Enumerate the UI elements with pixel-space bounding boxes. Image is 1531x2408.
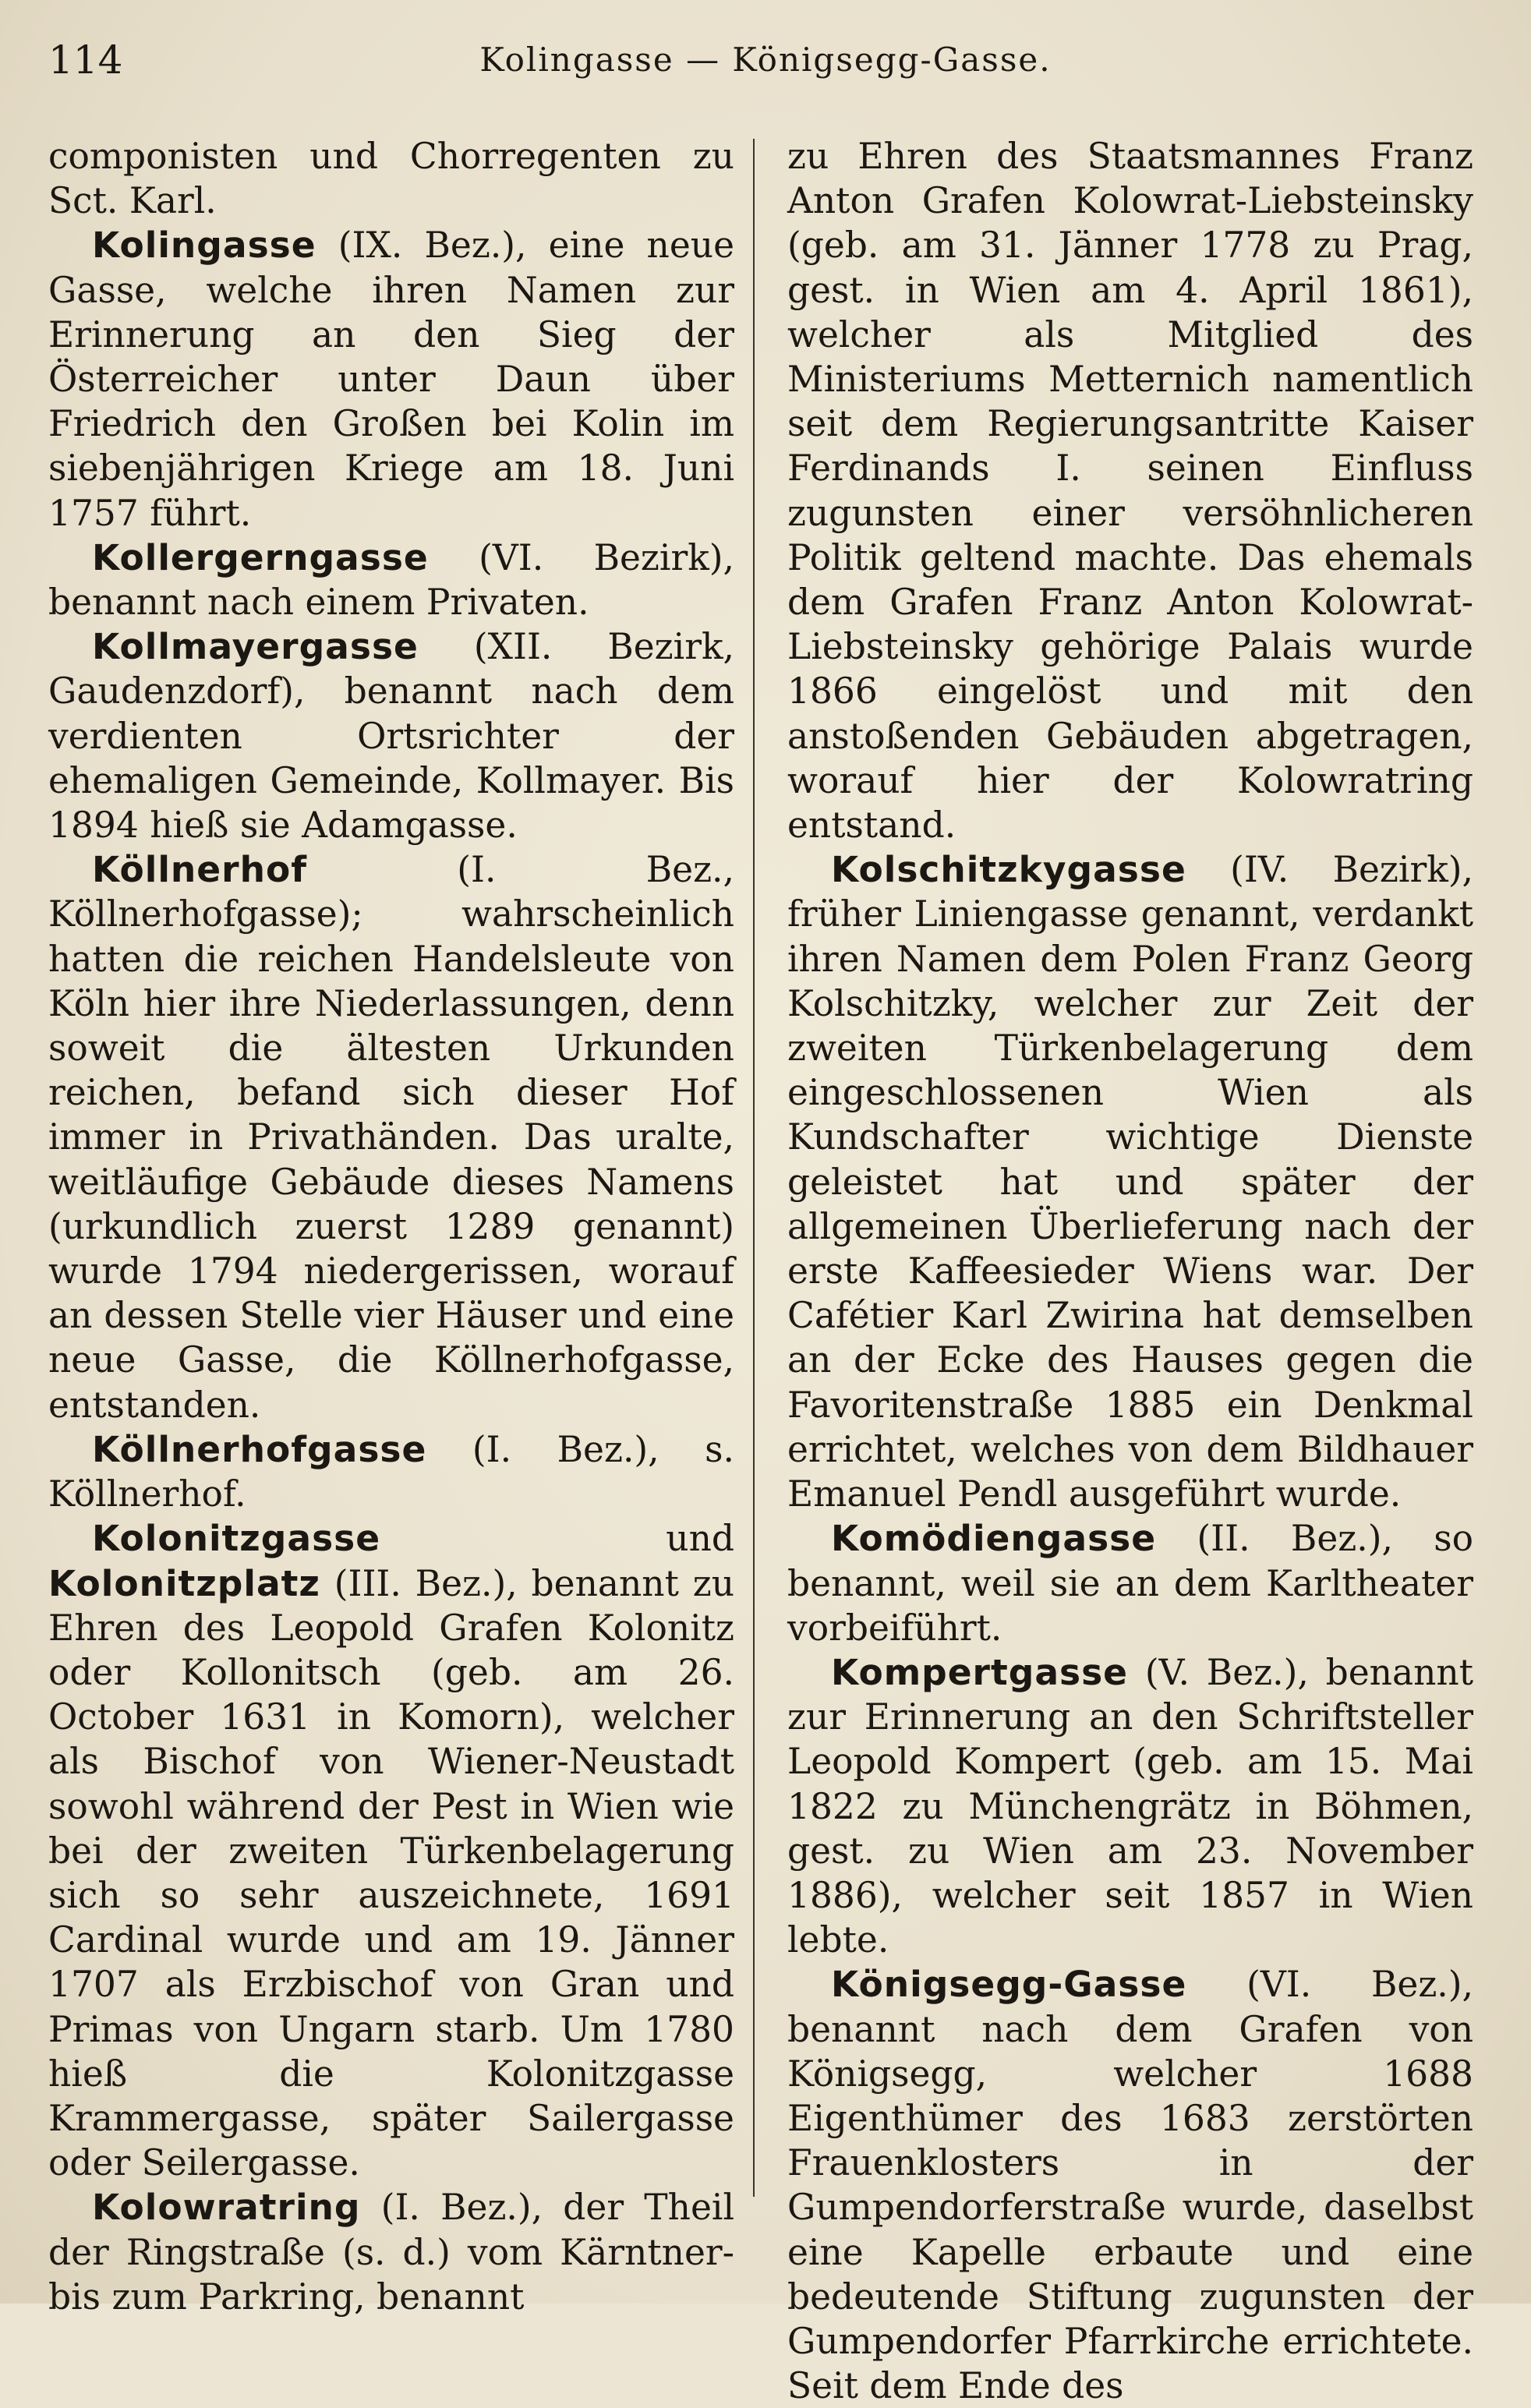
entry-headword: Königsegg-Gasse [831, 1964, 1187, 2006]
entry-text: (XII. Bezirk, Gaudenzdorf), benannt nach dem verdienten Ortsrichter der ehemaligen Gemeinde, Kollmayer. Bis 1894 hieß sie Adamgasse. [48, 626, 734, 847]
entry-headword: Köllnerhof [92, 849, 308, 891]
column-divider [753, 139, 755, 2197]
entry-text: zu Ehren des Staatsmannes Franz Anton Grafen Kolowrat-Liebsteinsky (geb. am 31. Jänner 1778 zu Prag, gest. in Wien am 4. April 1861), welcher als Mitglied des Ministeriums Metternich namentlich seit dem Regierungsantritte Kaiser Ferdinands I. seinen Einfluss zugunsten einer versöhnlicheren Politik geltend machte. Das ehemals dem Grafen Franz Anton Kolowrat-Liebsteinsky gehörige Palais wurde 1866 eingelöst und mit den anstoßenden Gebäuden abgetragen, worauf hier der Kolowratring entstand. [787, 136, 1473, 847]
entry-text: (III. Bez.), benannt zu Ehren des Leopold Grafen Kolonitz oder Kollonitsch (geb. am 26. October 1631 in Komorn), welcher als Bischof von Wiener-Neustadt sowohl während der Pest in Wien wie bei der zweiten Türkenbelagerung sich so sehr auszeichnete, 1691 Cardinal wurde und am 19. Jänner 1707 als Erzbischof von Gran und Primas von Ungarn starb. Um 1780 hieß die Kolonitzgasse Krammergasse, später Sailergasse oder Seilergasse. [48, 1562, 734, 2184]
entry-text: und [380, 1518, 734, 1560]
entry-headword: Köllnerhofgasse [92, 1428, 427, 1470]
entry-headword: Kolingasse [92, 225, 316, 267]
entry-komoediengasse [787, 1516, 1473, 1650]
entry-headword-secondary: Kolonitzplatz [48, 1562, 320, 1604]
entry-koenigsegg-gasse [787, 1962, 1473, 2408]
entry-kolingasse [48, 223, 734, 535]
entry-kollmayergasse [48, 624, 734, 847]
entry-text: (VI. Bez.), benannt nach dem Grafen von Königsegg, welcher 1688 Eigenthümer des 1683 zerstörten Frauenklosters in der Gumpendorferstraße wurde, daselbst eine Kapelle erbaute und eine bedeutende Stiftung zugunsten der Gumpendorfer Pfarrkirche errichtete. Seit dem Ende des [787, 1964, 1473, 2407]
entry-kolonitzgasse [48, 1516, 734, 2185]
entry-headword: Komödiengasse [831, 1518, 1157, 1560]
entry-text: componisten und Chorregenten zu Sct. Karl. [48, 136, 734, 222]
entry-text: (IV. Bezirk), früher Liniengasse genannt, verdankt ihren Namen dem Polen Franz Georg Kolschitzky, welcher zur Zeit der zweiten Türkenbelagerung dem eingeschlossenen Wien als Kundschafter wichtige Dienste geleistet hat und später der allgemeinen Überlieferung nach der erste Kaffeesieder Wiens war. Der Cafétier Karl Zwirina hat demselben an der Ecke des Hauses gegen die Favoritenstraße 1885 ein Denkmal errichtet, welches von dem Bildhauer Emanuel Pendl ausgeführt wurde. [787, 849, 1473, 1515]
entry-text: (II. Bez.), so benannt, weil sie an dem Karltheater vorbeiführt. [787, 1518, 1473, 1649]
entry-kolschitzkygasse [787, 847, 1473, 1516]
entry-kompertgasse [787, 1650, 1473, 1962]
page-number: 114 [48, 37, 123, 83]
right-column [787, 134, 1473, 2408]
entry-text: (I. Bez., Köllnerhofgasse); wahrscheinlich hatten die reichen Handelsleute von Köln hier ihre Niederlassungen, denn soweit die ältesten Urkunden reichen, befand sich dieser Hof immer in Privathänden. Das uralte, weitläufige Gebäude dieses Namens (urkundlich zuerst 1289 genannt) wurde 1794 niedergerissen, worauf an dessen Stelle vier Häuser und eine neue Gasse, die Köllnerhofgasse, entstanden. [48, 849, 734, 1426]
entry-headword: Kompertgasse [831, 1651, 1129, 1693]
entry-headword: Kolowratring [92, 2187, 361, 2229]
entry-text: (I. Bez.), der Theil der Ringstraße (s. d.) vom Kärntner- bis zum Parkring, benannt [48, 2187, 734, 2318]
left-column [48, 134, 734, 2319]
entry-headword: Kollergerngasse [92, 536, 429, 578]
entry-headword: Kolschitzkygasse [831, 849, 1186, 891]
entry-text: (V. Bez.), benannt zur Erinnerung an den Schriftsteller Leopold Kompert (geb. am 15. Mai 1822 zu Münchengrätz in Böhmen, gest. zu Wien am 23. November 1886), welcher seit 1857 in Wien lebte. [787, 1651, 1473, 1961]
running-title: Kolingasse — Königsegg-Gasse. [479, 41, 1052, 79]
entry-continuation [787, 134, 1473, 847]
entry-continuation [48, 134, 734, 223]
entry-kollergerngasse [48, 536, 734, 624]
entry-text: (VI. Bezirk), benannt nach einem Privaten. [48, 536, 734, 624]
page-header [48, 33, 1483, 87]
entry-headword: Kollmayergasse [92, 626, 419, 668]
entry-headword: Kolonitzgasse [92, 1518, 381, 1560]
entry-kolowratring [48, 2185, 734, 2319]
entry-text: (IX. Bez.), eine neue Gasse, welche ihren Namen zur Erinnerung an den Sieg der Österreicher unter Daun über Friedrich den Großen bei Kolin im siebenjährigen Kriege am 18. Juni 1757 führt. [48, 225, 734, 534]
entry-koellnerhofgasse [48, 1427, 734, 1516]
entry-text: (I. Bez.), s. Köllnerhof. [48, 1428, 734, 1515]
entry-koellnerhof [48, 847, 734, 1427]
